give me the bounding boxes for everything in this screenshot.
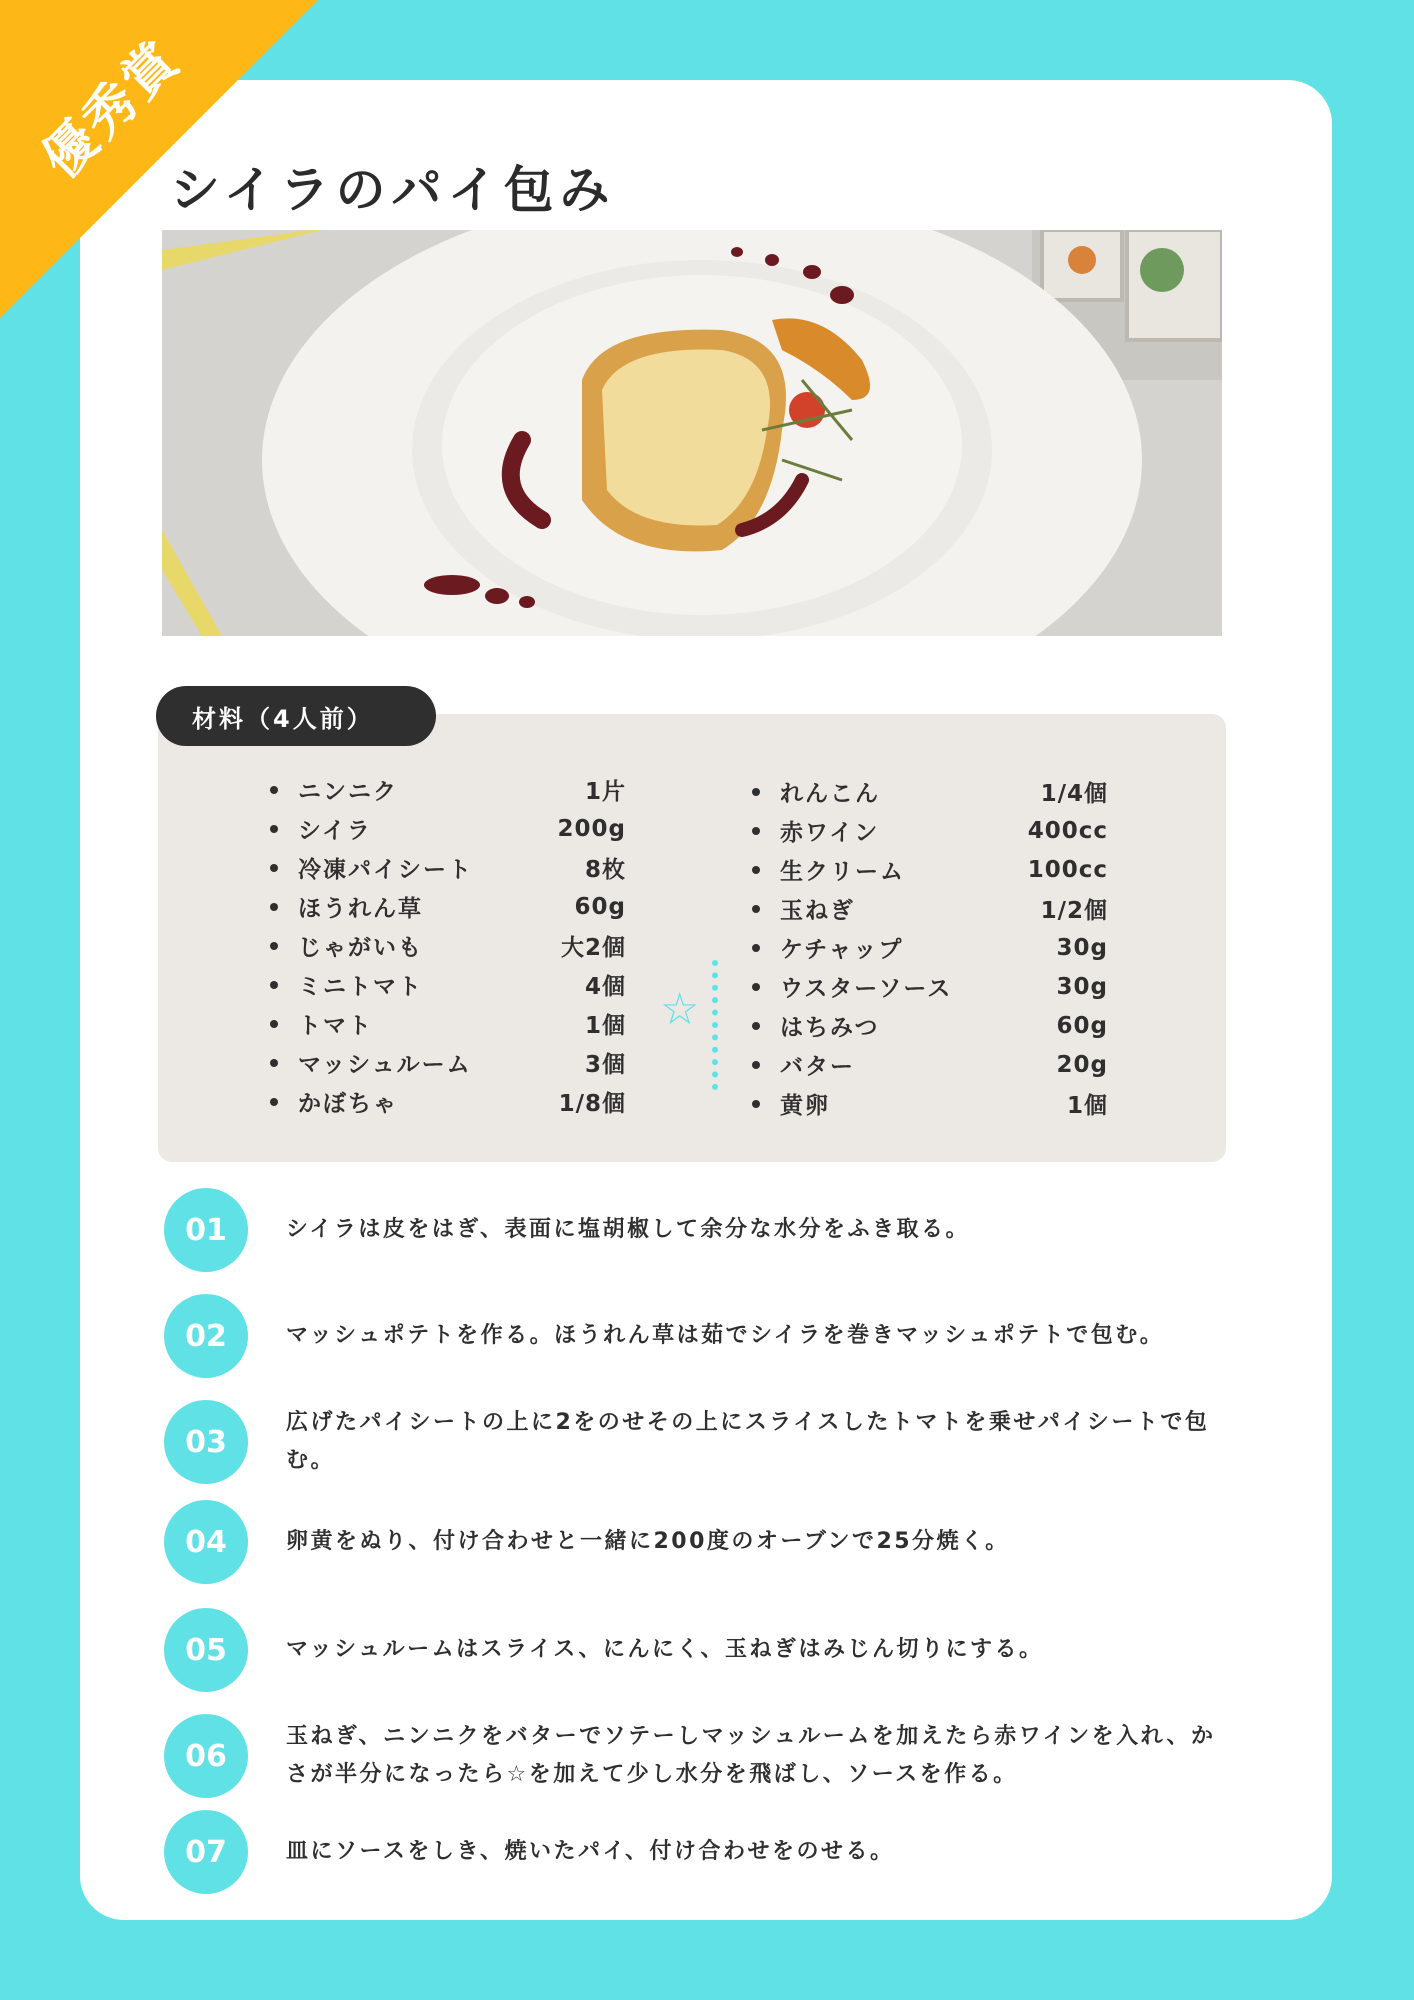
ingredient-qty: 30g <box>1056 973 1108 1000</box>
list-item <box>270 887 626 926</box>
step-number-badge: 07 <box>164 1810 248 1894</box>
step-text: マッシュルームはスライス、にんにく、玉ねぎはみじん切りにする。 <box>286 1636 1044 1662</box>
ingredient-name: マッシュルーム <box>298 1052 472 1078</box>
bullet-icon <box>270 786 278 794</box>
ingredient-qty: 100cc <box>1027 856 1108 883</box>
ingredient-name: バター <box>780 1054 855 1080</box>
bullet-icon <box>752 788 760 796</box>
recipe-title: シイラのパイ包み <box>170 161 616 219</box>
list-item <box>752 811 1108 850</box>
step-3 <box>162 1400 1242 1486</box>
ingredient-qty: 1/2個 <box>1040 898 1108 924</box>
ingredient-name: 赤ワイン <box>780 820 880 846</box>
ingredient-qty: 400cc <box>1027 817 1108 844</box>
ingredient-name: はちみつ <box>780 1015 880 1041</box>
ingredients-left-list <box>270 770 626 1121</box>
ingredient-qty: 1/4個 <box>1040 781 1108 807</box>
step-2 <box>162 1294 1242 1380</box>
step-text: 卵黄をぬり、付け合わせと一緒に200度のオーブンで25分焼く。 <box>286 1528 1010 1554</box>
step-number-badge: 01 <box>164 1188 248 1272</box>
list-item <box>752 772 1108 811</box>
ingredient-name: かぼちゃ <box>298 1091 398 1117</box>
list-item <box>270 1043 626 1082</box>
step-text: シイラは皮をはぎ、表面に塩胡椒して余分な水分をふき取る。 <box>286 1216 971 1242</box>
list-item <box>752 1084 1108 1123</box>
ingredient-qty: 1/8個 <box>558 1091 626 1117</box>
list-item <box>270 848 626 887</box>
step-number-badge: 05 <box>164 1608 248 1692</box>
ingredient-name: ミニトマト <box>298 974 423 1000</box>
ingredients-header: 材料（4人前） <box>156 686 436 746</box>
ingredients-right-list <box>752 772 1108 1123</box>
list-item <box>752 1006 1108 1045</box>
bullet-icon <box>752 827 760 835</box>
dish-illustration <box>162 230 1222 636</box>
ingredient-qty: 8枚 <box>584 857 626 883</box>
list-item <box>752 1045 1108 1084</box>
ingredient-qty: 60g <box>1056 1012 1108 1039</box>
list-item <box>270 965 626 1004</box>
step-text: マッシュポテトを作る。ほうれん草は茹でシイラを巻きマッシュポテトで包む。 <box>286 1322 1165 1348</box>
ingredient-name: れんこん <box>780 781 880 807</box>
ingredient-name: ニンニク <box>298 779 398 805</box>
ingredient-qty: 1個 <box>584 1013 626 1039</box>
step-5 <box>162 1608 1242 1694</box>
step-text: 玉ねぎ、ニンニクをバターでソテーしマッシュルームを加えたら赤ワインを入れ、かさが半分になったら☆を加えて少し水分を飛ばし、ソースを作る。 <box>286 1723 1216 1787</box>
bullet-icon <box>270 981 278 989</box>
list-item <box>752 928 1108 967</box>
ingredient-qty: 60g <box>574 893 626 920</box>
list-item <box>752 889 1108 928</box>
bullet-icon <box>270 825 278 833</box>
ingredient-name: トマト <box>298 1013 373 1039</box>
ingredient-name: 黄卵 <box>780 1093 830 1119</box>
bullet-icon <box>270 903 278 911</box>
sauce-group-divider <box>712 960 718 1090</box>
list-item <box>270 1082 626 1121</box>
bullet-icon <box>752 1100 760 1108</box>
step-number-badge: 03 <box>164 1400 248 1484</box>
step-text: 広げたパイシートの上に2をのせその上にスライスしたトマトを乗せパイシートで包む。 <box>286 1409 1210 1473</box>
bullet-icon <box>270 864 278 872</box>
step-text: 皿にソースをしき、焼いたパイ、付け合わせをのせる。 <box>286 1838 895 1864</box>
step-1 <box>162 1188 1242 1274</box>
list-item <box>270 770 626 809</box>
list-item <box>752 967 1108 1006</box>
bullet-icon <box>752 905 760 913</box>
bullet-icon <box>752 1061 760 1069</box>
step-number-badge: 04 <box>164 1500 248 1584</box>
ingredient-qty: 20g <box>1056 1051 1108 1078</box>
bullet-icon <box>752 1022 760 1030</box>
ingredient-name: 生クリーム <box>780 859 905 885</box>
ingredient-name: ウスターソース <box>780 976 953 1002</box>
bullet-icon <box>270 1020 278 1028</box>
step-6 <box>162 1714 1242 1800</box>
ingredient-qty: 200g <box>557 815 626 842</box>
bullet-icon <box>270 1059 278 1067</box>
step-number-badge: 06 <box>164 1714 248 1798</box>
dish-photo <box>162 230 1222 636</box>
bullet-icon <box>752 983 760 991</box>
ingredient-qty: 4個 <box>584 974 626 1000</box>
list-item <box>270 1004 626 1043</box>
bullet-icon <box>752 866 760 874</box>
ingredient-qty: 1片 <box>584 779 626 805</box>
bullet-icon <box>270 1098 278 1106</box>
list-item <box>270 926 626 965</box>
step-7 <box>162 1810 1242 1896</box>
list-item <box>270 809 626 848</box>
award-badge-text: 優秀賞 <box>31 28 193 191</box>
ingredient-name: 冷凍パイシート <box>298 857 473 883</box>
list-item <box>752 850 1108 889</box>
ingredient-name: ほうれん草 <box>298 896 423 922</box>
ingredient-name: シイラ <box>298 818 372 844</box>
ingredient-qty: 1個 <box>1066 1093 1108 1119</box>
step-4 <box>162 1500 1242 1586</box>
step-number-badge: 02 <box>164 1294 248 1378</box>
ingredient-name: 玉ねぎ <box>780 898 855 924</box>
bullet-icon <box>752 944 760 952</box>
star-icon: ☆ <box>660 984 700 1035</box>
bullet-icon <box>270 942 278 950</box>
ingredient-qty: 30g <box>1056 934 1108 961</box>
award-corner <box>0 0 320 320</box>
ingredient-name: ケチャップ <box>780 937 904 963</box>
ingredient-qty: 3個 <box>584 1052 626 1078</box>
ingredient-qty: 大2個 <box>560 935 626 961</box>
ingredient-name: じゃがいも <box>298 935 423 961</box>
